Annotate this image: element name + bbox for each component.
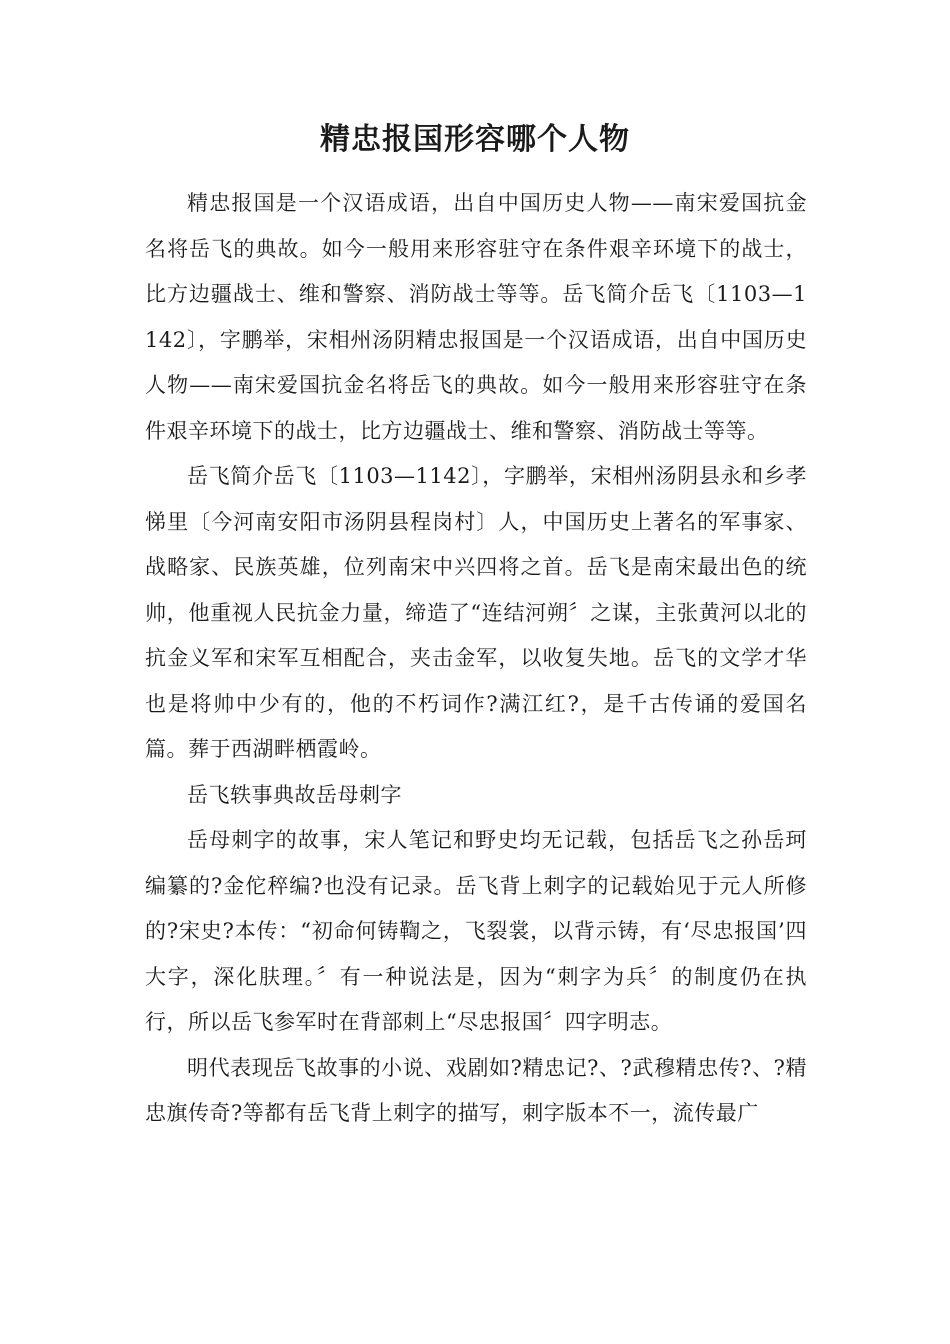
section-heading-anecdotes: 岳飞轶事典故岳母刺字 [187, 782, 402, 807]
paragraph-tattoo-story: 岳母刺字的故事，宋人笔记和野史均无记载，包括岳飞之孙岳珂编纂的?金佗稡编?也没有记录。岳飞背上刺字的记载始见于元人所修的?宋史?本传：“初命何铸鞫之，飞裂裳，以背示铸，有‘尽忠报国’四大字，深化肤理。〞有一种说法是，因为“刺字为兵〞的制度仍在执行，所以岳飞参军时在背部刺上“尽忠报国〞四字明志。 [145, 828, 807, 1034]
document-body [145, 181, 807, 1137]
paragraph-ming-literature: 明代表现岳飞故事的小说、戏剧如?精忠记?、?武穆精忠传?、?精忠旗传奇?等都有岳飞背上刺字的描写，刺字版本不一，流传最广 [145, 1055, 807, 1125]
document-title: 精忠报国形容哪个人物 [320, 122, 630, 157]
paragraph-intro: 精忠报国是一个汉语成语，出自中国历史人物——南宋爱国抗金名将岳飞的典故。如今一般用来形容驻守在条件艰辛环境下的战士，比方边疆战士、维和警察、消防战士等等。岳飞简介岳飞〔1103—1142〕，字鹏举，宋相州汤阴精忠报国是一个汉语成语，出自中国历史人物——南宋爱国抗金名将岳飞的典故。如今一般用来形容驻守在条件艰辛环境下的战士，比方边疆战士、维和警察、消防战士等等。 [145, 191, 807, 443]
paragraph-biography: 岳飞简介岳飞〔1103—1142〕，字鹏举，宋相州汤阴县永和乡孝悌里〔今河南安阳市汤阴县程岗村〕人，中国历史上著名的军事家、战略家、民族英雄，位列南宋中兴四将之首。岳飞是南宋最出色的统帅，他重视人民抗金力量，缔造了“连结河朔〞之谋，主张黄河以北的抗金义军和宋军互相配合，夹击金军，以收复失地。岳飞的文学才华也是将帅中少有的，他的不朽词作?满江红?，是千古传诵的爱国名篇。葬于西湖畔栖霞岭。 [145, 464, 807, 761]
